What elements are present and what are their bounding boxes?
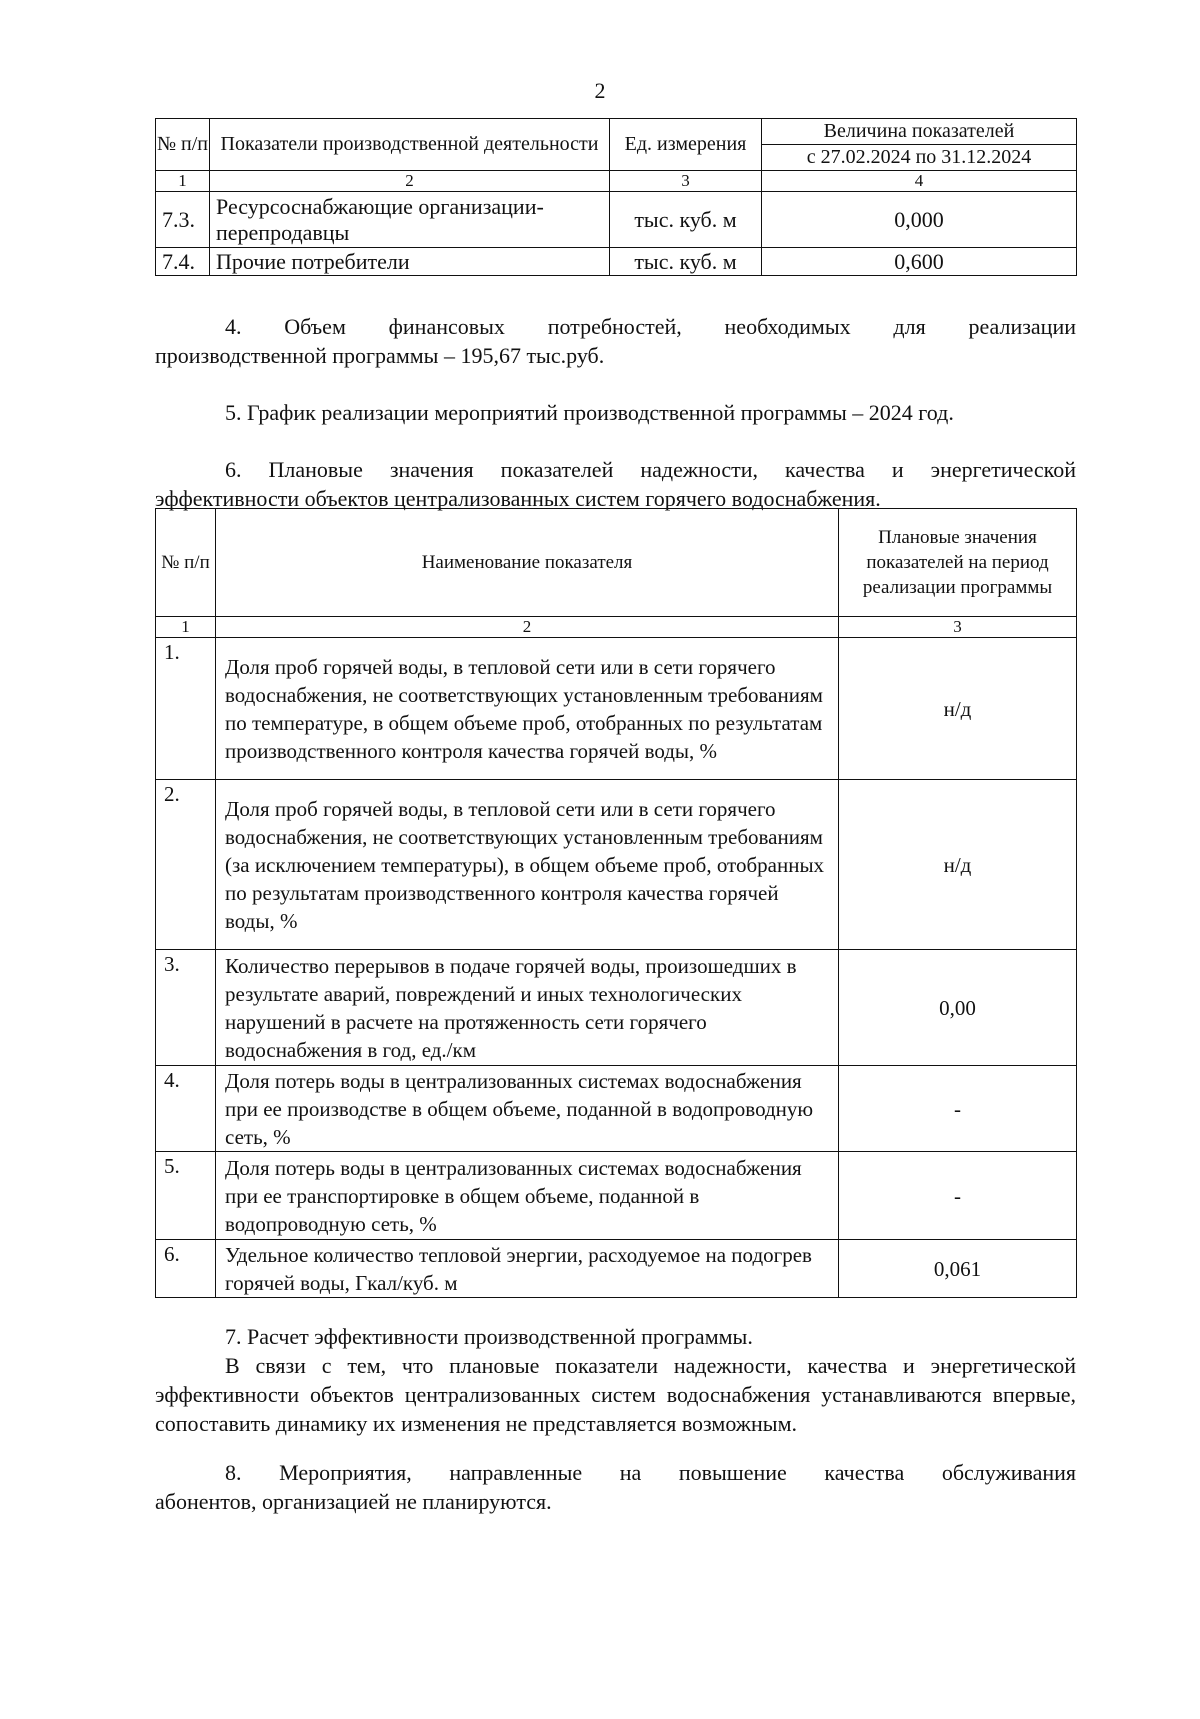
table-row: [156, 192, 1077, 248]
paragraph-schedule: 5. График реализации мероприятий производственной программы – 2024 год.: [225, 400, 954, 425]
header-value: Плановые значения показателей на период реализации программы: [839, 509, 1077, 617]
row-name: Доля потерь воды в централизованных системах водоснабжения при ее производстве в общем объеме, поданной в водопроводную сеть, %: [216, 1066, 839, 1152]
header-indicator: Показатели производственной деятельности: [210, 119, 610, 171]
row-value: -: [839, 1152, 1077, 1240]
row-name: Количество перерывов в подаче горячей воды, произошедших в результате аварий, повреждений и иных технологических нарушений в расчете на протяженность сети горячего водоснабжения в год, ед./км: [216, 950, 839, 1066]
row-num: 1.: [156, 638, 216, 780]
page-number: 2: [594, 78, 606, 103]
row-name: Доля потерь воды в централизованных системах водоснабжения при ее транспортировке в общем объеме, поданной в водопроводную сеть, %: [216, 1152, 839, 1240]
row-unit: тыс. куб. м: [610, 248, 762, 276]
row-num: 7.3.: [156, 192, 210, 248]
col-index: 1: [156, 617, 216, 638]
paragraph-line: абонентов, организацией не планируются.: [155, 1489, 552, 1514]
header-num: № п/п: [156, 509, 216, 617]
col-index: 3: [839, 617, 1077, 638]
col-index: 3: [610, 171, 762, 192]
table-row: [156, 248, 1077, 276]
paragraph-line: 8. Мероприятия, направленные на повышение качества обслуживания: [225, 1460, 1076, 1485]
paragraph-financial-needs: [155, 312, 1076, 370]
row-num: 7.4.: [156, 248, 210, 276]
row-value: 0,600: [762, 248, 1077, 276]
row-value: 0,000: [762, 192, 1077, 248]
table-row: [156, 780, 1077, 950]
row-value: н/д: [839, 638, 1077, 780]
col-index: 4: [762, 171, 1077, 192]
header-unit: Ед. измерения: [610, 119, 762, 171]
table-row: [156, 950, 1077, 1066]
row-unit: тыс. куб. м: [610, 192, 762, 248]
header-num: № п/п: [156, 119, 210, 171]
header-value-period: с 27.02.2024 по 31.12.2024: [762, 145, 1077, 171]
row-name: Прочие потребители: [210, 248, 610, 276]
table-row: [156, 638, 1077, 780]
col-index: 2: [210, 171, 610, 192]
table-row: [156, 1152, 1077, 1240]
header-name: Наименование показателя: [216, 509, 839, 617]
paragraph-line: 4. Объем финансовых потребностей, необходимых для реализации: [225, 314, 1076, 339]
paragraph-line: производственной программы – 195,67 тыс.руб.: [155, 343, 605, 368]
row-value: 0,00: [839, 950, 1077, 1066]
reliability-indicators-table: [155, 508, 1077, 1298]
paragraph-planned-values: [155, 455, 1076, 513]
row-name: Удельное количество тепловой энергии, расходуемое на подогрев горячей воды, Гкал/куб. м: [216, 1240, 839, 1298]
paragraph-title: 7. Расчет эффективности производственной программы.: [225, 1324, 753, 1349]
header-value-title: Величина показателей: [762, 119, 1077, 145]
row-name: Ресурсоснабжающие организации-перепродавцы: [210, 192, 610, 248]
col-index: 2: [216, 617, 839, 638]
row-value: 0,061: [839, 1240, 1077, 1298]
row-num: 4.: [156, 1066, 216, 1152]
row-num: 2.: [156, 780, 216, 950]
col-index: 1: [156, 171, 210, 192]
table-row: [156, 1240, 1077, 1298]
paragraph-measures: [155, 1458, 1076, 1516]
row-num: 6.: [156, 1240, 216, 1298]
paragraph-line: эффективности объектов централизованных систем горячего водоснабжения.: [155, 486, 881, 511]
paragraph-efficiency: [155, 1322, 1076, 1438]
row-name: Доля проб горячей воды, в тепловой сети или в сети горячего водоснабжения, не соответствующих установленным требованиям по температуре, в общем объеме проб, отобранных по результатам производственного контроля качества горячей воды, %: [216, 638, 839, 780]
row-name: Доля проб горячей воды, в тепловой сети или в сети горячего водоснабжения, не соответствующих установленным требованиям (за исключением температуры), в общем объеме проб, отобранных по результатам производственного контроля качества горячей воды, %: [216, 780, 839, 950]
row-num: 5.: [156, 1152, 216, 1240]
row-num: 3.: [156, 950, 216, 1066]
table-row: [156, 1066, 1077, 1152]
paragraph-text: В связи с тем, что плановые показатели надежности, качества и энергетической эффективности объектов централизованных систем водоснабжения устанавливаются впервые, сопоставить динамику их изменения не представляется возможным.: [155, 1353, 1076, 1436]
row-value: -: [839, 1066, 1077, 1152]
paragraph-line: 6. Плановые значения показателей надежности, качества и энергетической: [225, 457, 1076, 482]
production-indicators-table: [155, 118, 1077, 276]
row-value: н/д: [839, 780, 1077, 950]
